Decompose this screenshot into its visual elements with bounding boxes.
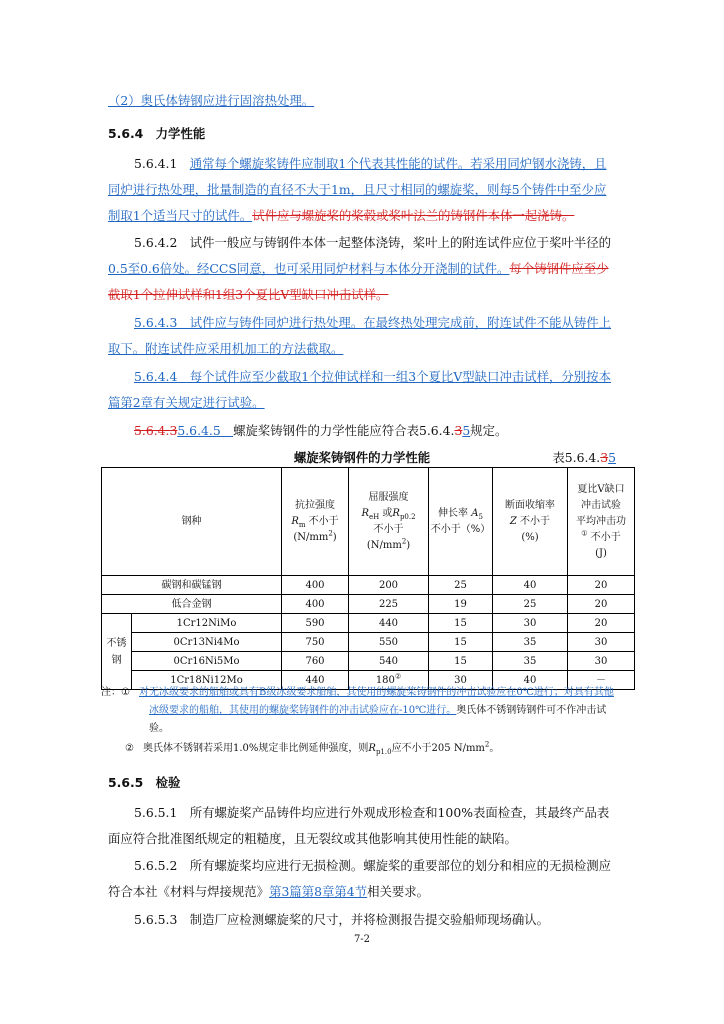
table-header-row — [102, 468, 635, 576]
paragraph-5-6-5-1: 5.6.5.1 所有螺旋桨产品铸件均应进行外观成形检查和100%表面检查，其最终产品表面应符合批准图纸规定的粗糙度，且无裂纹或其他影响其使用性能的缺陷。 — [108, 805, 610, 846]
header-reduction: 断面收缩率 Z 不小于 (%) — [493, 468, 568, 576]
deleted-text: 试件应与螺旋桨的桨毂或桨叶法兰的铸钢件本体一起浇铸。 — [252, 208, 575, 223]
deleted-text: 3 — [454, 423, 463, 438]
table-title: 螺旋桨铸钢件的力学性能 — [293, 450, 431, 465]
note-2: ② 奥氏体不锈钢若采用1.0%规定非比例延伸强度，则$R_{p1.0}$应不小于205 $N/mm^2$。 — [125, 740, 500, 756]
inserted-text: （2）奥氏体铸钢应进行固溶热处理。 — [108, 93, 315, 108]
section-heading-5-6-5: 5.6.5 检验 — [108, 775, 181, 790]
stainless-group-label: 不锈钢 — [102, 614, 132, 690]
table-row: 0Cr13Ni4Mo 750 550 15 35 30 — [102, 633, 635, 652]
inserted-text: 通常每个螺旋桨铸件应制取1个代表其性能的试件。若采用同炉钢水浇铸，且同炉进行热处理，批量制造的直径不大于1m，且尺寸相同的螺旋桨，则每5个铸件中至少应制取1个适当尺寸的试件。 — [108, 156, 607, 223]
table-notes — [101, 684, 621, 758]
inserted-text: 第3篇第8章第4节 — [269, 884, 368, 899]
inserted-text: 5.6.4.5 — [177, 423, 234, 438]
header-tensile: 抗拉强度 $R_m$ 不小于 $(N/mm^2)$ — [282, 468, 349, 576]
header-grade: 钢种 — [102, 468, 282, 576]
table-row: 碳钢和碳锰钢 400 200 25 40 20 — [102, 576, 635, 595]
header-yield: 屈服强度 $R_{eH}$ 或$R_{p0.2}$ 不小于 $(N/mm^2)$ — [349, 468, 429, 576]
clause-text: 5.6.4.2 试件一般应与铸钢件本体一起整体浇铸，桨叶上的附连试件应位于桨叶半径的 — [134, 235, 612, 250]
paragraph-5-6-4-1 — [108, 151, 616, 229]
inserted-text: 5.6.4.4 每个试件应至少截取1个拉伸试样和一组3个夏比V型缺口冲击试样，分别按本篇第2章有关规定进行试验。 — [108, 369, 611, 410]
inserted-text: 5 — [462, 423, 471, 438]
paragraph-5-6-4-3 — [108, 310, 616, 362]
page-number: 7-2 — [353, 934, 371, 945]
clause-text: 规定。 — [470, 423, 508, 438]
paragraph-5-6-5-3: 5.6.5.3 制造厂应检测螺旋桨的尺寸，并将检测报告提交验船师现场确认。 — [134, 912, 550, 927]
inserted-text: 0.5至0.6倍处。经CCS同意，也可采用同炉材料与本体分开浇制的试件。 — [108, 261, 510, 276]
paragraph-austenitic-heat-treatment — [108, 88, 616, 114]
mechanical-properties-table — [101, 467, 635, 690]
section-heading-5-6-4: 5.6.4 力学性能 — [108, 126, 206, 141]
paragraph-5-6-4-2 — [108, 230, 616, 308]
paragraph-5-6-5-2: 5.6.5.2 所有螺旋桨均应进行无损检测。螺旋桨的重要部位的划分和相应的无损检测应符合本社《材料与焊接规范》第3篇第8章第4节相关要求。 — [108, 858, 612, 899]
table-row: 1Cr18Ni12Mo 440 180② 30 40 － — [102, 671, 635, 690]
table-number: 表5.6.4.35 — [552, 450, 616, 465]
table-row: 不锈钢 1Cr12NiMo 590 440 15 30 20 — [102, 614, 635, 633]
inserted-text: 5.6.4.3 试件应与铸件同炉进行热处理。在最终热处理完成前，附连试件不能从铸件上取下。附连试件应采用机加工的方法截取。 — [108, 315, 612, 356]
header-elongation: 伸长率 $A_5$ 不小于（%） — [429, 468, 493, 576]
deleted-text: 5.6.4.3 — [134, 423, 178, 438]
paragraph-5-6-4-4 — [108, 364, 616, 416]
table-row: 低合金钢 400 225 19 25 20 — [102, 595, 635, 614]
table-row: 0Cr16Ni5Mo 760 540 15 35 30 — [102, 652, 635, 671]
clause-text: 螺旋桨铸钢件的力学性能应符合表5.6.4. — [233, 423, 455, 438]
deleted-text: 每个铸钢件应至少截取1个拉伸试样和1组3个夏比V型缺口冲击试样。 — [108, 261, 609, 302]
table-caption — [108, 448, 616, 468]
paragraph-5-6-4-5 — [108, 418, 616, 444]
header-impact: 夏比V缺口 冲击试验 平均冲击功 ① 不小于 (J) — [568, 468, 635, 576]
note-1: 注：① 对无冰级要求的船舶或具有B级冰级要求船舶，其使用的螺旋桨铸钢件的冲击试验应在0℃进行；对具有其他冰级要求的船舶，其使用的螺旋桨铸钢件的冲击试验应在-10℃进行。奥氏体不锈钢铸钢件可不作冲击试验。 — [101, 687, 614, 734]
clause-number: 5.6.4.1 — [134, 156, 190, 171]
